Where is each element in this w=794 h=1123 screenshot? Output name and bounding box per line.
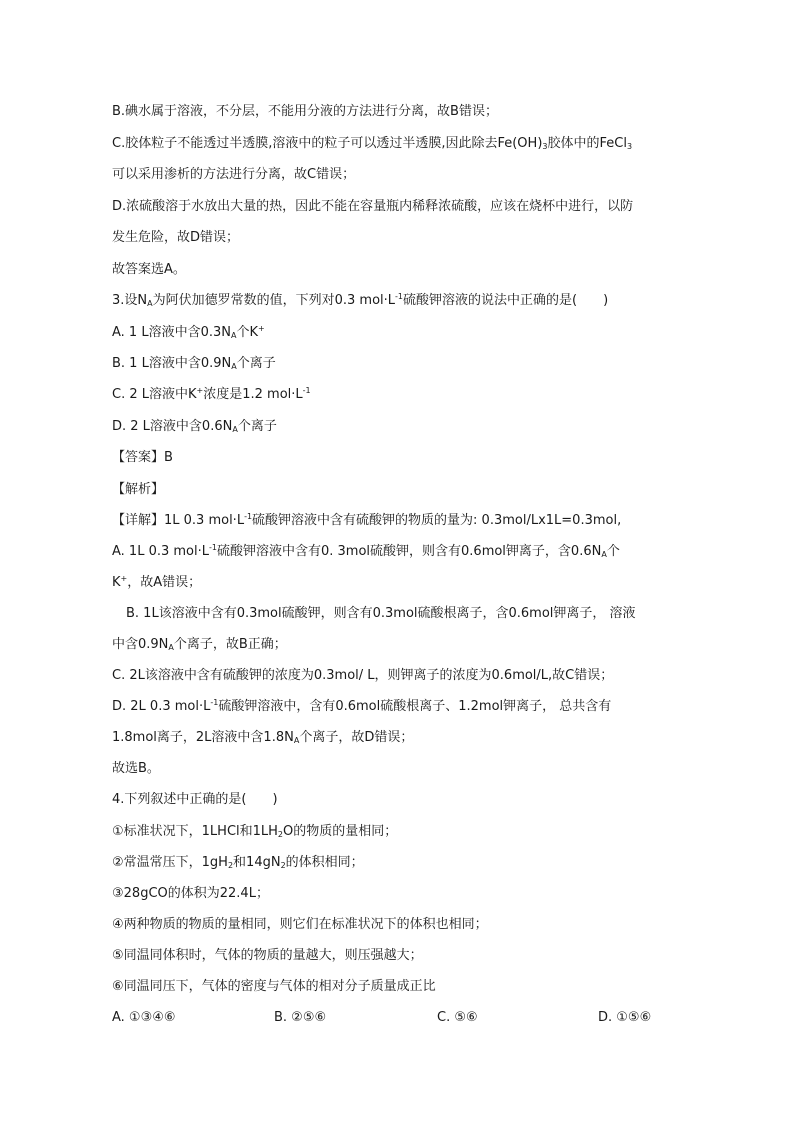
question-4-stem <box>112 790 278 810</box>
text: 1.8mol离子，2L溶液中含1.8N <box>112 730 294 745</box>
subscript: A <box>230 331 237 340</box>
explain-d-line-2 <box>112 728 413 748</box>
text: C. 2 L溶液中K <box>112 387 197 402</box>
question-4-option-d <box>598 1008 651 1028</box>
superscript: + <box>258 324 265 333</box>
text: 中含0.9N <box>112 637 169 652</box>
statement-3 <box>112 884 269 904</box>
text: O的物质的量相同； <box>283 824 398 839</box>
explain-b-line-1 <box>126 604 636 624</box>
subscript: 2 <box>227 861 234 870</box>
text: 可以采用渗析的方法进行分离，故C错误； <box>112 167 356 182</box>
text: D. 2 L溶液中含0.6N <box>112 419 233 434</box>
superscript: -1 <box>209 543 217 552</box>
text: B. 1L该溶液中含有0.3mol硫酸钾，则含有0.3mol硫酸根离子，含0.6mol钾离子， 溶液 <box>126 606 636 621</box>
question-4-option-b <box>274 1008 326 1028</box>
statement-6 <box>112 977 436 997</box>
subscript: A <box>601 550 607 559</box>
superscript: -1 <box>302 386 311 395</box>
explain-a-line-1 <box>112 542 620 562</box>
statement-2 <box>112 853 364 873</box>
text: 硫酸钾溶液的说法中正确的是( ) <box>403 293 609 308</box>
question-4-option-c <box>437 1008 478 1028</box>
analysis-tag <box>112 480 164 500</box>
text: ⑥同温同压下，气体的密度与气体的相对分子质量成正比 <box>112 979 436 994</box>
text: A. 1L 0.3 mol·L <box>112 544 209 559</box>
subscript: A <box>231 362 237 371</box>
answer-q3-line <box>112 759 160 779</box>
text: A. ①③④⑥ <box>112 1010 176 1025</box>
text: 3.设N <box>112 293 148 308</box>
text: C. ⑤⑥ <box>437 1010 478 1025</box>
text: 【解析】 <box>112 482 165 497</box>
previous-answer-line <box>112 260 186 280</box>
explanation-d-line-2 <box>112 228 239 248</box>
explanation-c-line-1 <box>112 134 632 154</box>
text: 个离子 <box>237 419 277 434</box>
text: 个离子，故D错误； <box>299 730 414 745</box>
subscript: A <box>168 643 174 652</box>
text: 硫酸钾溶液中含有硫酸钾的物质的量为: 0.3mol/Lx1L=0.3mol, <box>252 513 622 528</box>
text: 浓度是1.2 mol·L <box>203 387 303 402</box>
superscript: -1 <box>210 698 219 707</box>
explanation-c-line-2 <box>112 165 355 185</box>
subscript: 3 <box>626 142 633 151</box>
explain-b-line-2 <box>112 635 287 655</box>
text: 发生危险，故D错误； <box>112 230 240 245</box>
superscript: -1 <box>244 512 253 521</box>
text: 胶体中的FeCl <box>547 136 627 151</box>
text: 硫酸钾溶液中含有0. 3mol硫酸钾，则含有0.6mol钾离子，含0.6N <box>216 544 602 559</box>
text: B.碘水属于溶液，不分层，不能用分液的方法进行分离，故B错误； <box>112 104 498 119</box>
detail-line <box>112 511 621 531</box>
text: D.浓硫酸溶于水放出大量的热，因此不能在容量瓶内稀释浓硫酸，应该在烧杯中进行，以防 <box>112 199 634 214</box>
superscript: + <box>120 574 128 583</box>
subscript: 2 <box>277 830 284 839</box>
text: ③28gCO的体积为22.4L； <box>112 886 269 901</box>
subscript: 3 <box>542 142 548 151</box>
text: 4.下列叙述中正确的是( ) <box>112 792 278 807</box>
question-3-option-d <box>112 417 277 437</box>
text: ④两种物质的物质的量相同，则它们在标准状况下的体积也相同； <box>112 917 488 932</box>
text: ②常温常压下，1gH <box>112 855 228 870</box>
text: 个离子 <box>236 356 276 371</box>
text: B. ②⑤⑥ <box>274 1010 327 1025</box>
superscript: + <box>196 386 204 395</box>
statement-4 <box>112 915 488 935</box>
explain-d-line-1 <box>112 697 611 717</box>
subscript: A <box>293 736 300 745</box>
text: C.胶体粒子不能透过半透膜,溶液中的粒子可以透过半透膜,因此除去Fe(OH) <box>112 136 543 151</box>
subscript: A <box>147 299 153 308</box>
question-3-stem <box>112 291 608 311</box>
text: 【详解】1L 0.3 mol·L <box>112 513 245 528</box>
text: 硫酸钾溶液中，含有0.6mol硫酸根离子、1.2mol钾离子， 总共含有 <box>218 699 612 714</box>
question-3-option-b <box>112 354 276 374</box>
text: ①标准状况下，1LHCl和1LH <box>112 824 278 839</box>
text: 故答案选A。 <box>112 262 186 277</box>
subscript: A <box>232 425 238 434</box>
statement-5 <box>112 946 423 966</box>
superscript: -1 <box>395 292 404 301</box>
text: 为阿伏加德罗常数的值，下列对0.3 mol·L <box>152 293 396 308</box>
text: D. 2L 0.3 mol·L <box>112 699 211 714</box>
text: D. ①⑤⑥ <box>598 1010 652 1025</box>
subscript: 2 <box>280 861 286 870</box>
statement-1 <box>112 822 397 842</box>
explanation-b-line <box>112 102 498 122</box>
text: ，故A错误； <box>127 575 202 590</box>
text: B. 1 L溶液中含0.9N <box>112 356 232 371</box>
text: 个 <box>606 544 620 559</box>
explain-c-line <box>112 666 613 686</box>
question-4-option-a <box>112 1008 176 1028</box>
question-3-option-c <box>112 385 311 405</box>
question-3-option-a <box>112 323 265 343</box>
text: 和14gN <box>233 855 281 870</box>
text: ⑤同温同体积时，气体的物质的量越大，则压强越大； <box>112 948 423 963</box>
text: A. 1 L溶液中含0.3N <box>112 325 231 340</box>
text: 个离子，故B正确； <box>173 637 287 652</box>
text: K <box>112 575 121 590</box>
explanation-d-line-1 <box>112 197 633 217</box>
explain-a-line-2 <box>112 573 201 593</box>
text: 故选B。 <box>112 761 160 776</box>
text: 的体积相同； <box>285 855 364 870</box>
text: C. 2L该溶液中含有硫酸钾的浓度为0.3mol/ L，则钾离子的浓度为0.6mol/L,故C错误； <box>112 668 614 683</box>
text: 个K <box>236 325 258 340</box>
text: 【答案】B <box>112 450 173 465</box>
answer-tag <box>112 448 173 468</box>
